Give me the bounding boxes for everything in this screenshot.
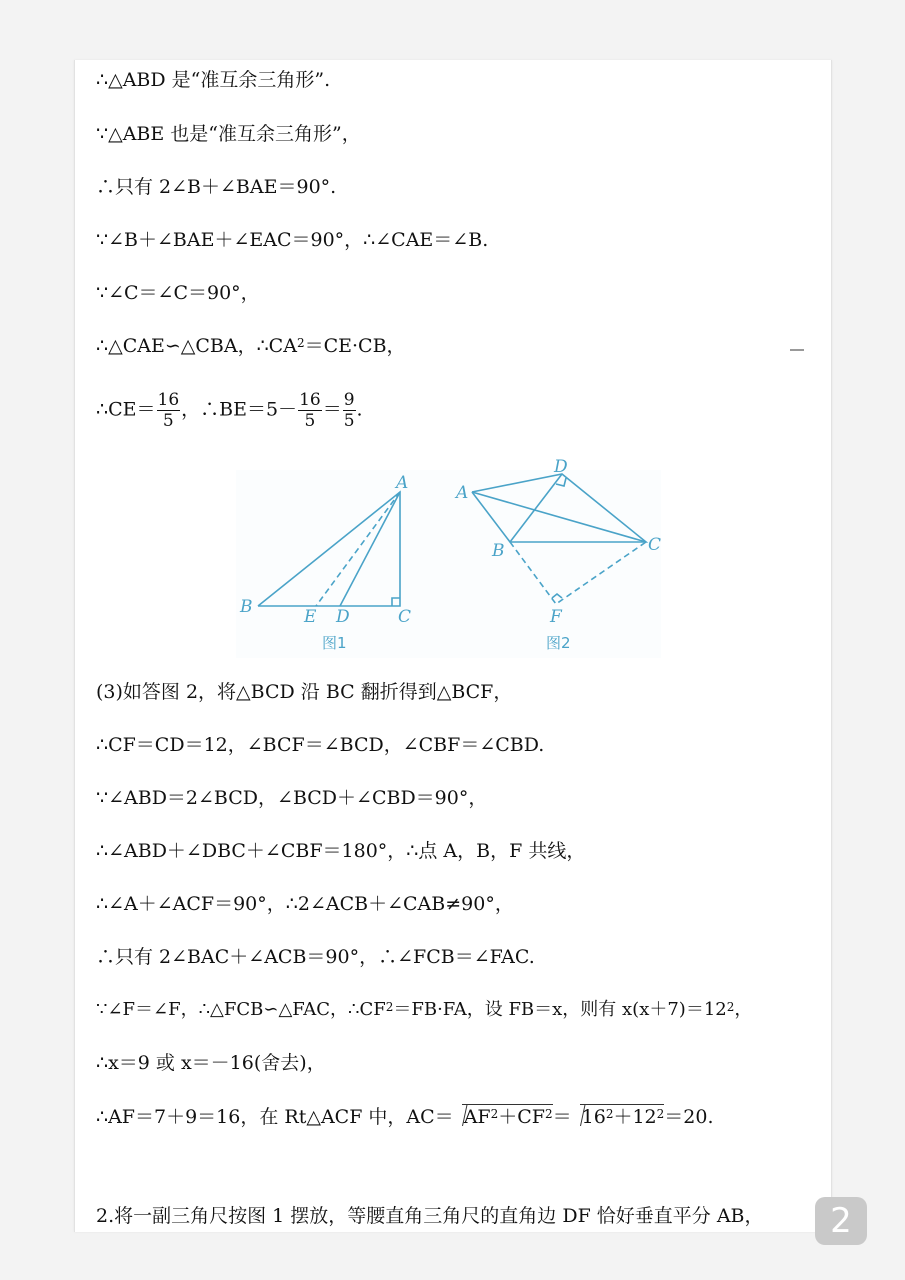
fraction-numerator: 9 [343, 390, 355, 410]
text-line-14 [96, 998, 752, 1022]
fraction-denominator: 5 [304, 411, 316, 431]
label-d2: D [554, 457, 568, 477]
square-root [462, 1104, 553, 1129]
label-c2: C [648, 535, 662, 555]
text-segment: ＝ [322, 398, 342, 421]
margin-mark [790, 349, 804, 351]
label-b1: B [240, 597, 253, 617]
fraction-denominator: 5 [162, 411, 174, 431]
text-line-17: 2.将一副三角尺按图 1 摆放，等腰直角三角尺的直角边 DF 恰好垂直平分 AB， [96, 1205, 764, 1227]
text-segment: ＝ [552, 1106, 572, 1128]
page-number-badge[interactable]: 2 [815, 1197, 867, 1245]
segment-ac [472, 492, 646, 542]
text-line-7 [96, 390, 363, 431]
right-angle-mark-c [392, 598, 400, 606]
label-f2: F [550, 607, 562, 627]
superscript: 2 [726, 1000, 735, 1014]
geometry-svg [236, 457, 662, 658]
text-line-12: ∴∠A＋∠ACF＝90°，∴2∠ACB＋∠CAB≠90°， [96, 893, 514, 915]
label-e1: E [304, 607, 317, 627]
text-line-5: ∵∠C＝∠C＝90°， [96, 282, 260, 304]
text-line-9: ∴CF＝CD＝12，∠BCF＝∠BCD，∠CBF＝∠CBD. [96, 734, 545, 756]
caption-figure-1: 图1 [322, 634, 347, 652]
text-segment: 16 [581, 1106, 606, 1128]
geometry-figures [236, 457, 662, 658]
text-line-2: ∵△ABE 也是“准互余三角形”， [96, 123, 361, 145]
label-a1: A [396, 473, 409, 493]
superscript: 2 [385, 1000, 394, 1014]
fraction-numerator: 16 [299, 390, 321, 410]
label-a2: A [456, 483, 469, 503]
superscript: 2 [656, 1107, 665, 1121]
text-segment: ＋12 [613, 1106, 657, 1128]
text-segment: ＝20. [664, 1106, 714, 1128]
superscript: 2 [490, 1107, 499, 1121]
text-segment: ∵∠F＝∠F，∴△FCB∽△FAC，∴CF [96, 999, 386, 1020]
square-root [580, 1104, 665, 1129]
segment-ad [340, 492, 400, 606]
fraction [298, 390, 322, 431]
text-segment: ＝CE·CB， [304, 335, 406, 357]
text-line-8: (3)如答图 2，将△BCD 沿 BC 翻折得到△BCF， [96, 681, 513, 703]
label-b2: B [492, 541, 505, 561]
superscript: 2 [605, 1107, 614, 1121]
superscript: 2 [296, 336, 305, 350]
text-segment: AF [463, 1106, 491, 1128]
text-line-15: ∴x＝9 或 x＝－16(舍去)， [96, 1052, 326, 1074]
caption-figure-2: 图2 [546, 634, 571, 652]
text-line-16 [96, 1104, 714, 1129]
text-segment: ∴AF＝7＋9＝16，在 Rt△ACF 中，AC＝ [96, 1106, 454, 1128]
fraction [343, 390, 356, 431]
text-segment: ∴CE＝ [96, 398, 156, 421]
segment-bd [510, 474, 562, 542]
text-segment: . [356, 398, 363, 421]
text-line-3: ∴只有 2∠B＋∠BAE＝90°. [96, 176, 337, 198]
folded-triangle-bcf [510, 542, 646, 604]
text-segment: ＝FB·FA，设 FB＝x，则有 x(x＋7)＝12 [393, 999, 727, 1020]
text-line-1: ∴△ABD 是“准互余三角形”. [96, 69, 331, 91]
text-line-13: ∴只有 2∠BAC＋∠ACB＝90°，∴∠FCB＝∠FAC. [96, 946, 535, 968]
text-segment: ＋CF [498, 1106, 545, 1128]
label-d1: D [336, 607, 350, 627]
fraction-numerator: 16 [157, 390, 180, 410]
text-line-4: ∵∠B＋∠BAE＋∠EAC＝90°，∴∠CAE＝∠B. [96, 229, 489, 251]
figure-1-lines [258, 492, 400, 606]
fraction [157, 390, 181, 431]
figure-captions [322, 634, 571, 652]
text-segment: ，∴BE＝5－ [181, 398, 298, 421]
text-line-11: ∴∠ABD＋∠DBC＋∠CBF＝180°，∴点 A，B，F 共线， [96, 840, 586, 862]
superscript: 2 [544, 1107, 553, 1121]
fraction-denominator: 5 [343, 411, 355, 431]
text-line-6 [96, 334, 406, 358]
right-angle-mark-f [552, 594, 562, 598]
text-segment: ， [734, 999, 753, 1020]
text-line-10: ∵∠ABD＝2∠BCD，∠BCD＋∠CBD＝90°， [96, 787, 488, 809]
text-segment: ∴△CAE∽△CBA，∴CA [96, 335, 297, 357]
figure-2-lines [472, 474, 646, 604]
label-c1: C [398, 607, 412, 627]
